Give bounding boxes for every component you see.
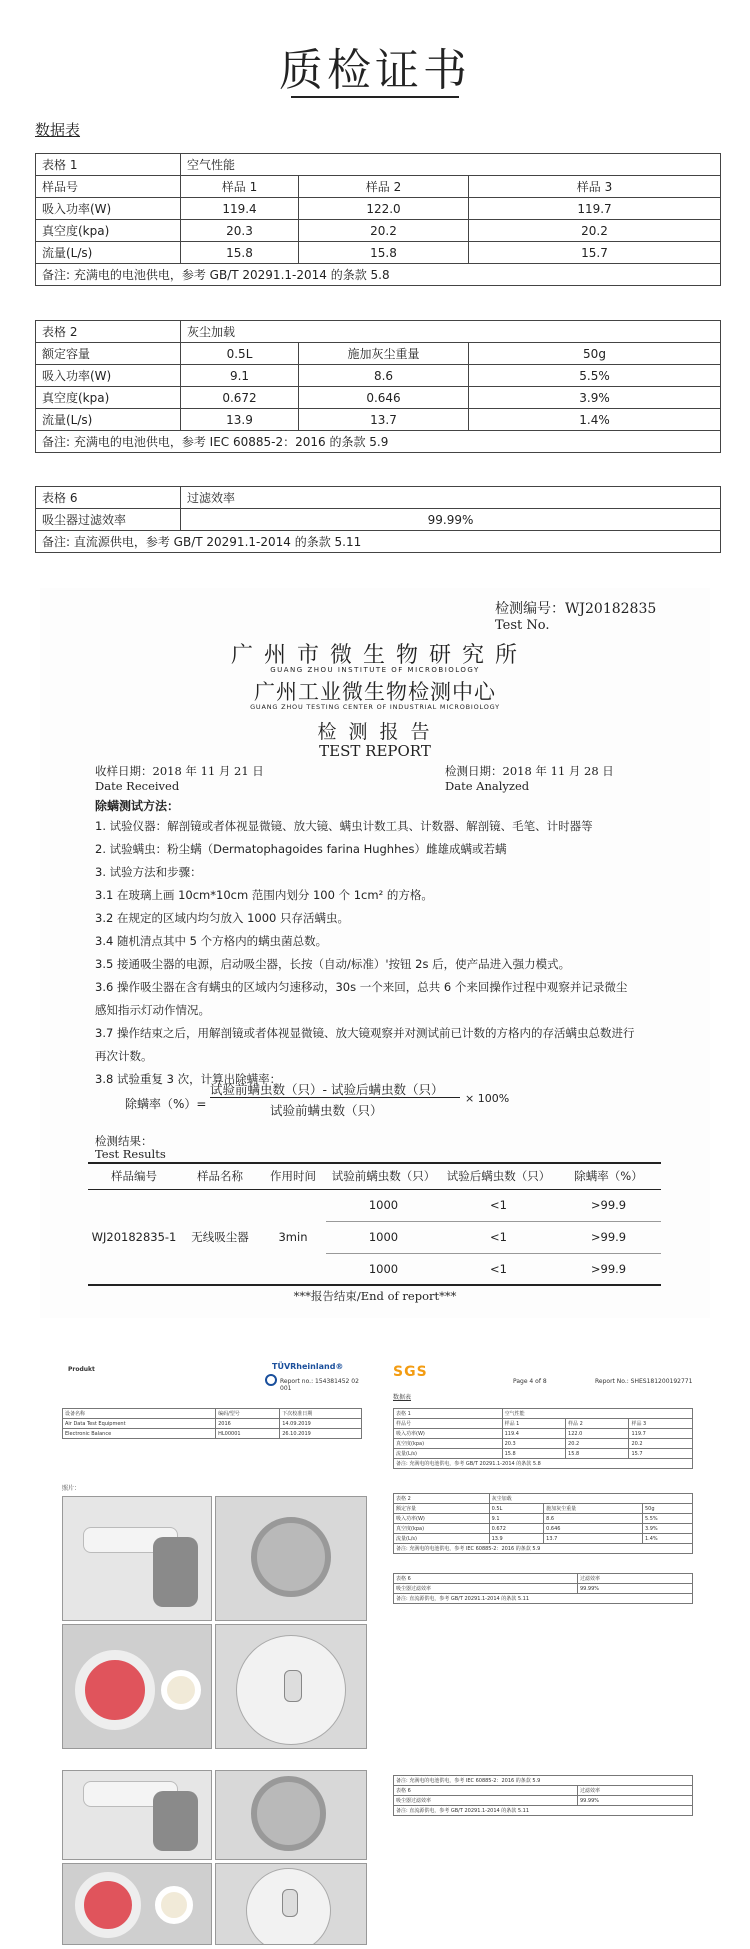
- table-row: 吸入功率(W) 9.1 8.6 5.5%: [36, 365, 721, 387]
- table-row: 吸入功率(W) 119.4 122.0 119.7: [36, 198, 721, 220]
- table-note: 备注: 充满电的电池供电，参考 IEC 60885-2：2016 的条款 5.9: [36, 431, 721, 453]
- table-row: 吸尘器过滤效率 99.99%: [36, 509, 721, 531]
- duration: 3min: [260, 1189, 326, 1285]
- sgs-document: [385, 1358, 715, 1738]
- test-number: 检测编号：WJ20182835: [495, 601, 657, 617]
- table-row: 1000 <1 >99.9: [88, 1253, 661, 1285]
- sgs-section: 数据表: [393, 1394, 412, 1401]
- sgs-table-1: 表格 1 空气性能 样品号 样品 1 样品 2 样品 3 吸入功率(W) 119.4 122.0 119.7 真空度(kpa) 20.3 20.2 20.2 流量(L/s) 15.8 15.8 15.7 备注: 充满电的电池供电，参考 GB/T 20291.1-2014 的条款 5.8: [393, 1408, 693, 1469]
- table-note: 备注: 充满电的电池供电，参考 GB/T 20291.1-2014 的条款 5.8: [36, 264, 721, 286]
- date-analyzed: 检测日期：2018 年 11 月 28 日: [445, 764, 614, 778]
- sgs-report-no: Report No.: SHES181200192771: [595, 1378, 693, 1385]
- table-dust-loading: [35, 320, 721, 453]
- title-underline: [291, 96, 459, 98]
- org-name-en: GUANG ZHOU INSTITUTE OF MICROBIOLOGY: [270, 666, 480, 674]
- center-name-cn: 广州工业微生物检测中心: [254, 680, 496, 704]
- list-item: 3.8 试验重复 3 次，计算出除螨率：: [95, 1072, 282, 1086]
- date-received-en: Date Received: [95, 779, 180, 793]
- list-item: 2. 试验螨虫：粉尘螨（Dermatophagoides farina Hughhes）雌雄成螨或若螨: [95, 842, 507, 856]
- test-number-en: Test No.: [495, 618, 550, 633]
- date-received: 收样日期：2018 年 11 月 21 日: [95, 764, 264, 778]
- bin-release-photo: [215, 1624, 367, 1749]
- list-item: 3.1 在玻璃上画 10cm*10cm 范围内划分 100 个 1cm² 的方格。: [95, 888, 433, 902]
- tuv-triangle-icon: [265, 1374, 277, 1386]
- sgs-page: Page 4 of 8: [513, 1378, 547, 1385]
- mite-results-table: 样品编号 样品名称 作用时间 试验前螨虫数（只） 试验后螨虫数（只） 除螨率（%） WJ20182835-1 无线吸尘器 3min 1000 <1 >99.9 1000 <1 >99.9 1000 <1 >99.9: [88, 1162, 661, 1286]
- produkt-label: Produkt: [68, 1366, 95, 1373]
- results-heading: 检测结果：: [95, 1134, 153, 1148]
- end-of-report: ***报告结束/End of report***: [293, 1289, 457, 1303]
- table-row: Electronic Balance HL00001 26.10.2019: [63, 1429, 362, 1439]
- table-row: 流量(L/s) 13.9 13.7 1.4%: [36, 409, 721, 431]
- table-label: 表格 2: [36, 321, 181, 343]
- date-analyzed-en: Date Analyzed: [445, 779, 530, 793]
- sgs-document-continued: [385, 1775, 715, 1835]
- table-row: 流量(L/s) 15.8 15.8 15.7: [36, 242, 721, 264]
- tuv-report-no: Report no.: 154381452 02 001: [280, 1378, 359, 1392]
- results-heading-en: Test Results: [95, 1147, 166, 1161]
- method-steps: [95, 815, 665, 1091]
- sgs-table-2: 表格 2 灰尘加载 额定容量 0.5L 施加灰尘重量 50g 吸入功率(W) 9.1 8.6 5.5% 真空度(kpa) 0.672 0.646 3.9% 流量(L/s) 13.9 13.7 1.4% 备注: 充满电的电池供电，参考 IEC 60885-2：2016 的条款 5.9: [393, 1493, 693, 1554]
- sample-id: WJ20182835-1: [88, 1189, 180, 1285]
- org-name-cn: 广 州 市 微 生 物 研 究 所: [231, 643, 519, 668]
- cyclone-photo-2: [215, 1770, 367, 1860]
- table-row: 真空度(kpa) 0.672 0.646 3.9%: [36, 387, 721, 409]
- center-name-en: GUANG ZHOU TESTING CENTER OF INDUSTRIAL MICROBIOLOGY: [250, 703, 500, 711]
- report-title-cn: 检 测 报 告: [317, 721, 433, 743]
- report-title-en: TEST REPORT: [319, 742, 431, 760]
- table-label: 表格 1: [36, 154, 181, 176]
- bin-release-photo-2: [215, 1863, 367, 1945]
- sample-name: 无线吸尘器: [180, 1189, 260, 1285]
- table-name: 空气性能: [181, 154, 721, 176]
- table-row: WJ20182835-1 无线吸尘器 3min 1000 <1 >99.9: [88, 1189, 661, 1221]
- sgs-table-6-repeat: 备注: 充满电的电池供电，参考 IEC 60885-2：2016 的条款 5.9 表格 6 过滤效率 吸尘器过滤效率 99.99% 备注: 直流源供电，参考 GB/T 20291.1-2014 的条款 5.11: [393, 1775, 693, 1816]
- list-item: 3.4 随机清点其中 5 个方格内的螨虫菌总数。: [95, 934, 328, 948]
- vacuum-handle-photo-2: [62, 1770, 212, 1860]
- certificate-title: 质检证书: [279, 45, 471, 96]
- list-item: 3.2 在规定的区域内均匀放入 1000 只存活螨虫。: [95, 911, 350, 925]
- table-air-performance: [35, 153, 721, 286]
- table-row: 1000 <1 >99.9: [88, 1221, 661, 1253]
- table-row: 额定容量 0.5L 施加灰尘重量 50g: [36, 343, 721, 365]
- table-name: 灰尘加载: [181, 321, 721, 343]
- filter-photo-2: [62, 1863, 212, 1945]
- method-title: 除螨测试方法：: [95, 799, 180, 813]
- photos-label: 照片：: [62, 1485, 81, 1492]
- table-row: 样品号 样品 1 样品 2 样品 3: [36, 176, 721, 198]
- list-item: 感知指示灯动作情况。: [95, 1003, 210, 1017]
- cyclone-photo: [215, 1496, 367, 1621]
- sgs-logo: SGS: [393, 1364, 428, 1380]
- list-item: 3.5 接通吸尘器的电源，启动吸尘器，长按（自动/标准）'按钮 2s 后，使产品进入强力模式。: [95, 957, 571, 971]
- table-name: 过滤效率: [181, 487, 721, 509]
- equipment-table: 设备名称 编码/型号 下次校准日期 Air Data Test Equipment 2016 14.09.2019 Electronic Balance HL00001 26.10.2019: [62, 1408, 362, 1439]
- list-item: 再次计数。: [95, 1049, 153, 1063]
- vacuum-handle-photo: [62, 1496, 212, 1621]
- filter-photo: [62, 1624, 212, 1749]
- table-row: Air Data Test Equipment 2016 14.09.2019: [63, 1419, 362, 1429]
- list-item: 3. 试验方法和步骤：: [95, 865, 202, 879]
- section-heading: 数据表: [35, 121, 81, 139]
- table-note: 备注: 直流源供电，参考 GB/T 20291.1-2014 的条款 5.11: [36, 531, 721, 553]
- tuv-logo: TÜVRheinland®: [272, 1362, 344, 1371]
- table-filter-efficiency: [35, 486, 721, 553]
- sgs-table-6: 表格 6 过滤效率 吸尘器过滤效率 99.99% 备注: 直流源供电，参考 GB/T 20291.1-2014 的条款 5.11: [393, 1573, 693, 1604]
- table-row: 真空度(kpa) 20.3 20.2 20.2: [36, 220, 721, 242]
- list-item: 1. 试验仪器：解剖镜或者体视显微镜、放大镜、螨虫计数工具、计数器、解剖镜、毛笔、计时器等: [95, 819, 593, 833]
- list-item: 3.6 操作吸尘器在含有螨虫的区域内匀速移动，30s 一个来回，总共 6 个来回操作过程中观察并记录微尘: [95, 980, 628, 994]
- list-item: 3.7 操作结束之后，用解剖镜或者体视显微镜、放大镜观察并对测试前已计数的方格内的存活螨虫总数进行: [95, 1026, 635, 1040]
- table-label: 表格 6: [36, 487, 181, 509]
